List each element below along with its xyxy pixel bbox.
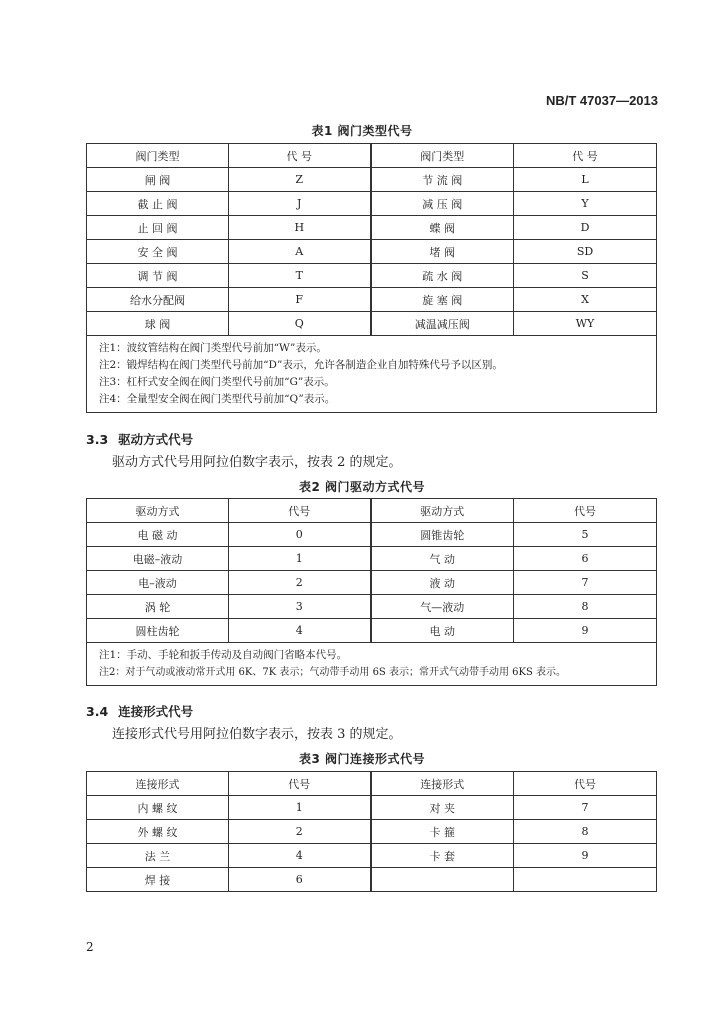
header-cell: 连接形式 xyxy=(87,772,229,796)
table-cell: 7 xyxy=(514,571,657,595)
table-cell: 堵 阀 xyxy=(371,240,514,264)
table-cell: 电 磁 动 xyxy=(87,523,229,547)
header-cell: 阀门类型 xyxy=(371,144,514,168)
table-cell: 圆柱齿轮 xyxy=(87,619,229,643)
table-cell: 气 动 xyxy=(371,547,514,571)
table-cell: 7 xyxy=(514,796,657,820)
table-row xyxy=(87,595,657,619)
table-note: 注1：手动、手轮和扳手传动及自动阀门省略本代号。 xyxy=(99,649,348,661)
table-cell: 调 节 阀 xyxy=(87,264,229,288)
table-cell: 蝶 阀 xyxy=(371,216,514,240)
table-row xyxy=(87,844,657,868)
table-cell: 4 xyxy=(229,844,371,868)
table-cell: 闸 阀 xyxy=(87,168,229,192)
table-cell: 减温减压阀 xyxy=(371,312,514,336)
table-cell: 2 xyxy=(229,571,371,595)
table-row xyxy=(87,216,657,240)
table-cell: 9 xyxy=(514,844,657,868)
table-cell xyxy=(371,868,514,892)
section-heading xyxy=(86,430,193,448)
table-row xyxy=(87,288,657,312)
table-cell: 圆锥齿轮 xyxy=(371,523,514,547)
table-row xyxy=(87,523,657,547)
table-cell: 2 xyxy=(229,820,371,844)
section-text: 连接形式代号用阿拉伯数字表示，按表 3 的规定。 xyxy=(112,727,402,742)
standard-code: NB/T 47037—2013 xyxy=(545,93,658,108)
header-cell: 代 号 xyxy=(514,144,657,168)
header-cell: 代 号 xyxy=(229,144,371,168)
table-cell: 液 动 xyxy=(371,571,514,595)
section-number: 3.3 xyxy=(86,432,109,447)
table1-caption: 表1 阀门类型代号 xyxy=(311,124,413,138)
table-cell: 卡 套 xyxy=(371,844,514,868)
table-row xyxy=(87,868,657,892)
section-title: 连接形式代号 xyxy=(118,704,194,719)
header-cell: 阀门类型 xyxy=(87,144,229,168)
table-cell: 球 阀 xyxy=(87,312,229,336)
drive-mode-table xyxy=(86,498,657,686)
table-cell: WY xyxy=(514,312,657,336)
table-cell: 1 xyxy=(229,796,371,820)
table-cell: Z xyxy=(229,168,371,192)
table-row xyxy=(87,168,657,192)
table-row xyxy=(87,796,657,820)
table-cell: S xyxy=(514,264,657,288)
header-cell: 代号 xyxy=(514,499,657,523)
table-cell: 给水分配阀 xyxy=(87,288,229,312)
table-cell: 外 螺 纹 xyxy=(87,820,229,844)
table-cell: 截 止 阀 xyxy=(87,192,229,216)
table-header-row xyxy=(87,772,657,796)
table-notes-row xyxy=(87,643,657,686)
table-cell: H xyxy=(229,216,371,240)
table-cell: 涡 轮 xyxy=(87,595,229,619)
header-cell: 连接形式 xyxy=(371,772,514,796)
table-cell: 6 xyxy=(229,868,371,892)
table-cell: 6 xyxy=(514,547,657,571)
table-cell: T xyxy=(229,264,371,288)
section-title: 驱动方式代号 xyxy=(118,432,194,447)
table-notes xyxy=(87,336,657,413)
table-cell: Y xyxy=(514,192,657,216)
table-cell: 内 螺 纹 xyxy=(87,796,229,820)
table-cell: Q xyxy=(229,312,371,336)
header-cell: 代号 xyxy=(229,499,371,523)
table-cell: X xyxy=(514,288,657,312)
table-row xyxy=(87,547,657,571)
table-row xyxy=(87,619,657,643)
table-row xyxy=(87,264,657,288)
table-cell: 1 xyxy=(229,547,371,571)
table-row xyxy=(87,240,657,264)
valve-type-table xyxy=(86,143,657,413)
header-cell: 驱动方式 xyxy=(371,499,514,523)
table-note: 注4：全量型安全阀在阀门类型代号前加“Q”表示。 xyxy=(99,393,336,405)
table-cell: A xyxy=(229,240,371,264)
table-cell: 减 压 阀 xyxy=(371,192,514,216)
table-note: 注1：波纹管结构在阀门类型代号前加“W”表示。 xyxy=(99,342,327,354)
table-row xyxy=(87,192,657,216)
header-cell: 代号 xyxy=(229,772,371,796)
table-cell: 9 xyxy=(514,619,657,643)
table-notes-row xyxy=(87,336,657,413)
header-cell: 代号 xyxy=(514,772,657,796)
table-cell: 对 夹 xyxy=(371,796,514,820)
table-header-row xyxy=(87,144,657,168)
table-cell: J xyxy=(229,192,371,216)
table-cell: 卡 箍 xyxy=(371,820,514,844)
table3-caption: 表3 阀门连接形式代号 xyxy=(298,752,426,766)
table-cell: SD xyxy=(514,240,657,264)
table-cell: 旋 塞 阀 xyxy=(371,288,514,312)
table-row xyxy=(87,312,657,336)
table-cell: 5 xyxy=(514,523,657,547)
table-cell: 8 xyxy=(514,820,657,844)
table-cell: 焊 接 xyxy=(87,868,229,892)
table-cell: 0 xyxy=(229,523,371,547)
table-row xyxy=(87,571,657,595)
table-cell: 4 xyxy=(229,619,371,643)
table-cell xyxy=(514,868,657,892)
table-cell: 节 流 阀 xyxy=(371,168,514,192)
table-note: 注2：锻焊结构在阀门类型代号前加“D”表示，允许各制造企业自加特殊代号予以区别。 xyxy=(99,359,503,371)
table-cell: L xyxy=(514,168,657,192)
section-number: 3.4 xyxy=(86,704,109,719)
table-row xyxy=(87,820,657,844)
header-cell: 驱动方式 xyxy=(87,499,229,523)
table-note: 注2：对于气动或液动常开式用 6K、7K 表示；气动带手动用 6S 表示；常开式气动带手动用 6KS 表示。 xyxy=(99,667,566,678)
section-heading xyxy=(86,702,193,720)
connection-type-table xyxy=(86,771,657,892)
table-cell: 法 兰 xyxy=(87,844,229,868)
table-cell: 电磁–液动 xyxy=(87,547,229,571)
section-text: 驱动方式代号用阿拉伯数字表示，按表 2 的规定。 xyxy=(112,455,402,470)
table-cell: 电–液动 xyxy=(87,571,229,595)
table-cell: 3 xyxy=(229,595,371,619)
table-cell: 气—液动 xyxy=(371,595,514,619)
page-number: 2 xyxy=(86,940,94,954)
table-notes xyxy=(87,643,657,686)
table-header-row xyxy=(87,499,657,523)
table2-caption: 表2 阀门驱动方式代号 xyxy=(298,480,426,494)
table-cell: 电 动 xyxy=(371,619,514,643)
table-cell: F xyxy=(229,288,371,312)
table-cell: 安 全 阀 xyxy=(87,240,229,264)
table-note: 注3：杠杆式安全阀在阀门类型代号前加“G”表示。 xyxy=(99,376,335,388)
table-cell: 止 回 阀 xyxy=(87,216,229,240)
table-cell: 8 xyxy=(514,595,657,619)
table-cell: 疏 水 阀 xyxy=(371,264,514,288)
table-cell: D xyxy=(514,216,657,240)
